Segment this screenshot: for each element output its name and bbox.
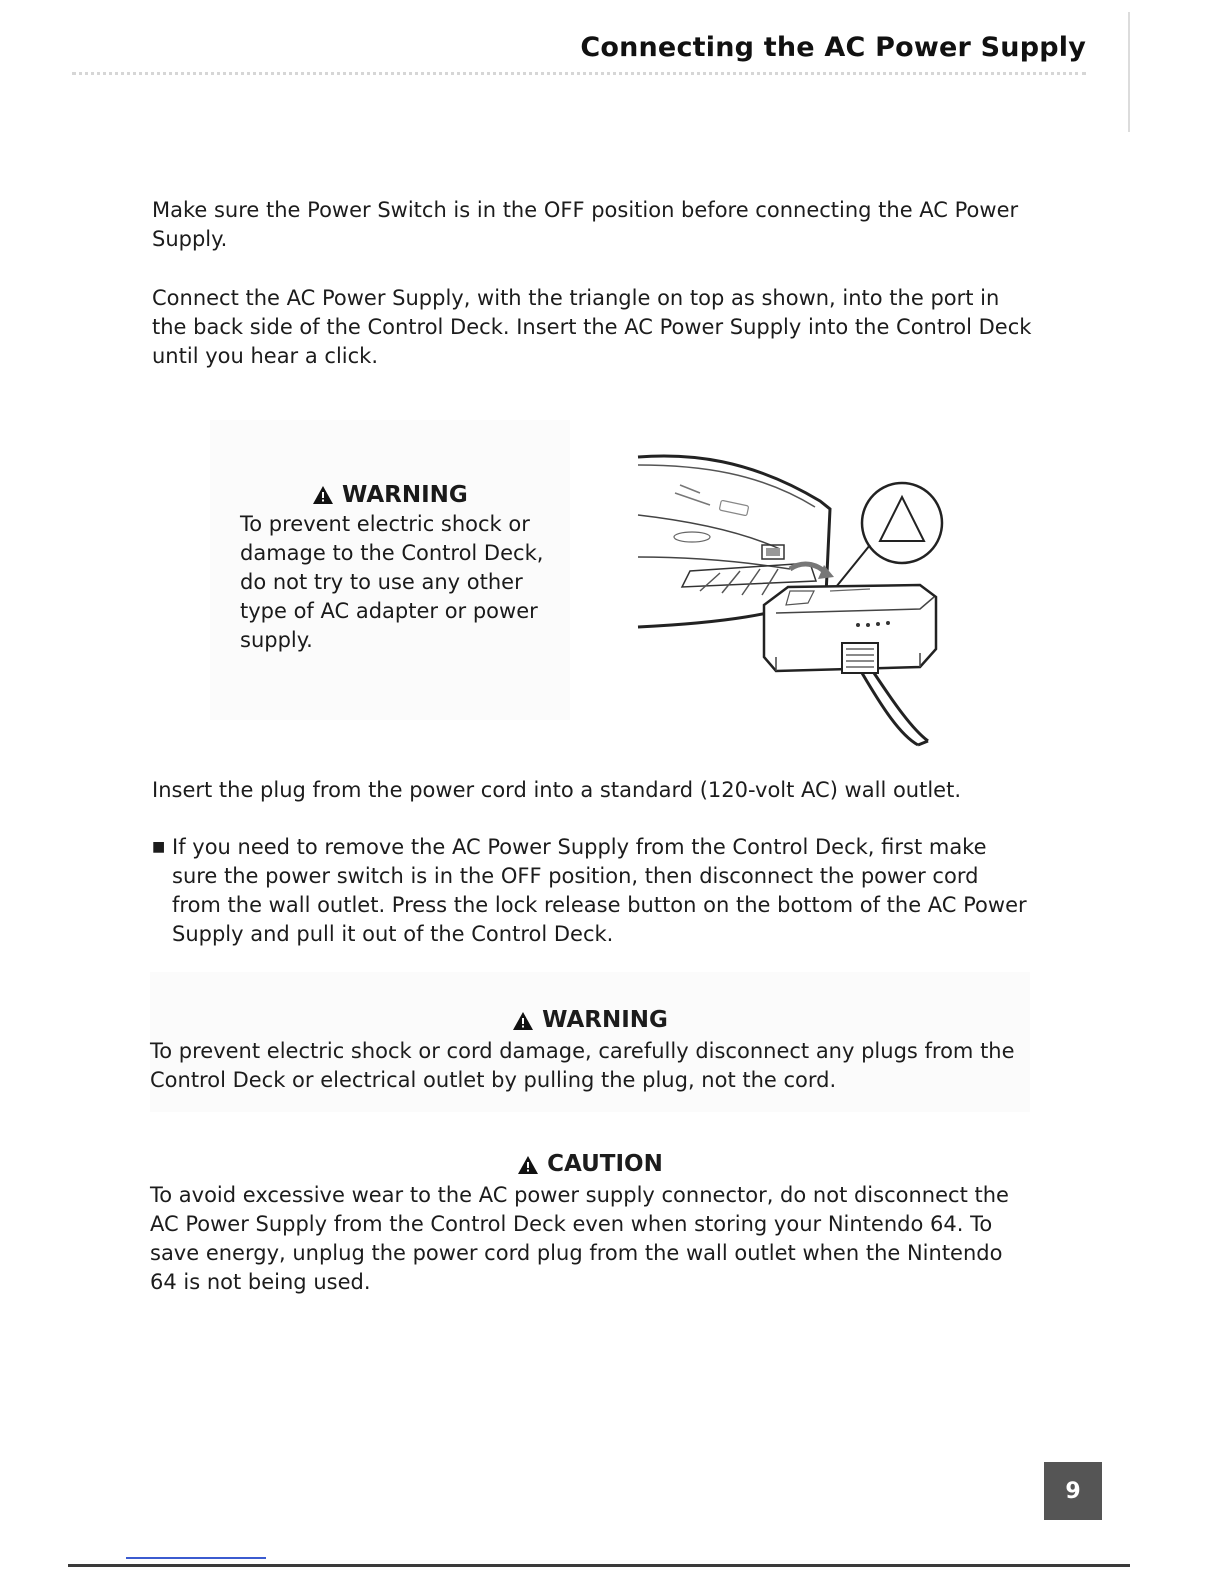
warning-triangle-icon xyxy=(312,485,334,505)
page-title: Connecting the AC Power Supply xyxy=(580,32,1086,63)
ac-power-supply-diagram-icon xyxy=(630,445,960,760)
page-number: 9 xyxy=(1044,1462,1102,1520)
bullet-text: If you need to remove the AC Power Supply from the Control Deck, first make sure the power switch is in the OFF position, then disconnect the power cord from the wall outlet. Press the lock release button on the bottom of the AC Power Supply and pull it out of the Control Deck. xyxy=(172,835,1027,946)
warning-heading xyxy=(150,1006,1030,1035)
caution-box xyxy=(150,1150,1030,1297)
bottom-rule xyxy=(68,1564,1130,1567)
warning-title: WARNING xyxy=(542,1007,668,1033)
warning-box-cord xyxy=(150,1006,1030,1095)
bottom-accent-line xyxy=(126,1557,266,1559)
header-divider xyxy=(72,72,1086,75)
caution-text: To avoid excessive wear to the AC power supply connector, do not disconnect the AC Power Supply from the Control Deck even when storing your Nintendo 64. To save energy, unplug the power cord plug from the wall outlet when the Nintendo 64 is not being used. xyxy=(150,1183,1009,1294)
page-edge-rule xyxy=(1128,12,1130,132)
bullet-square-icon: ■ xyxy=(152,839,166,855)
caution-triangle-icon xyxy=(517,1155,539,1175)
instruction-power-switch: Make sure the Power Switch is in the OFF position before connecting the AC Power Supply. xyxy=(152,198,1019,251)
caution-title: CAUTION xyxy=(547,1151,663,1177)
bullet-item-remove-supply xyxy=(152,833,1032,949)
warning-text: To prevent electric shock or cord damage, carefully disconnect any plugs from the Control Deck or electrical outlet by pulling the plug, not the cord. xyxy=(150,1039,1015,1092)
warning-title: WARNING xyxy=(342,482,468,508)
warning-triangle-icon xyxy=(512,1011,534,1031)
instruction-wall-outlet: Insert the plug from the power cord into a standard (120-volt AC) wall outlet. xyxy=(152,778,962,802)
caution-heading xyxy=(150,1150,1030,1179)
warning-box-adapter xyxy=(240,482,570,655)
warning-heading xyxy=(312,482,570,508)
warning-text: To prevent electric shock or damage to the Control Deck, do not try to use any other type of AC adapter or power supply. xyxy=(240,512,544,652)
instruction-connect-supply: Connect the AC Power Supply, with the triangle on top as shown, into the port in the back side of the Control Deck. Insert the AC Power Supply into the Control Deck until you hear a click. xyxy=(152,286,1032,368)
